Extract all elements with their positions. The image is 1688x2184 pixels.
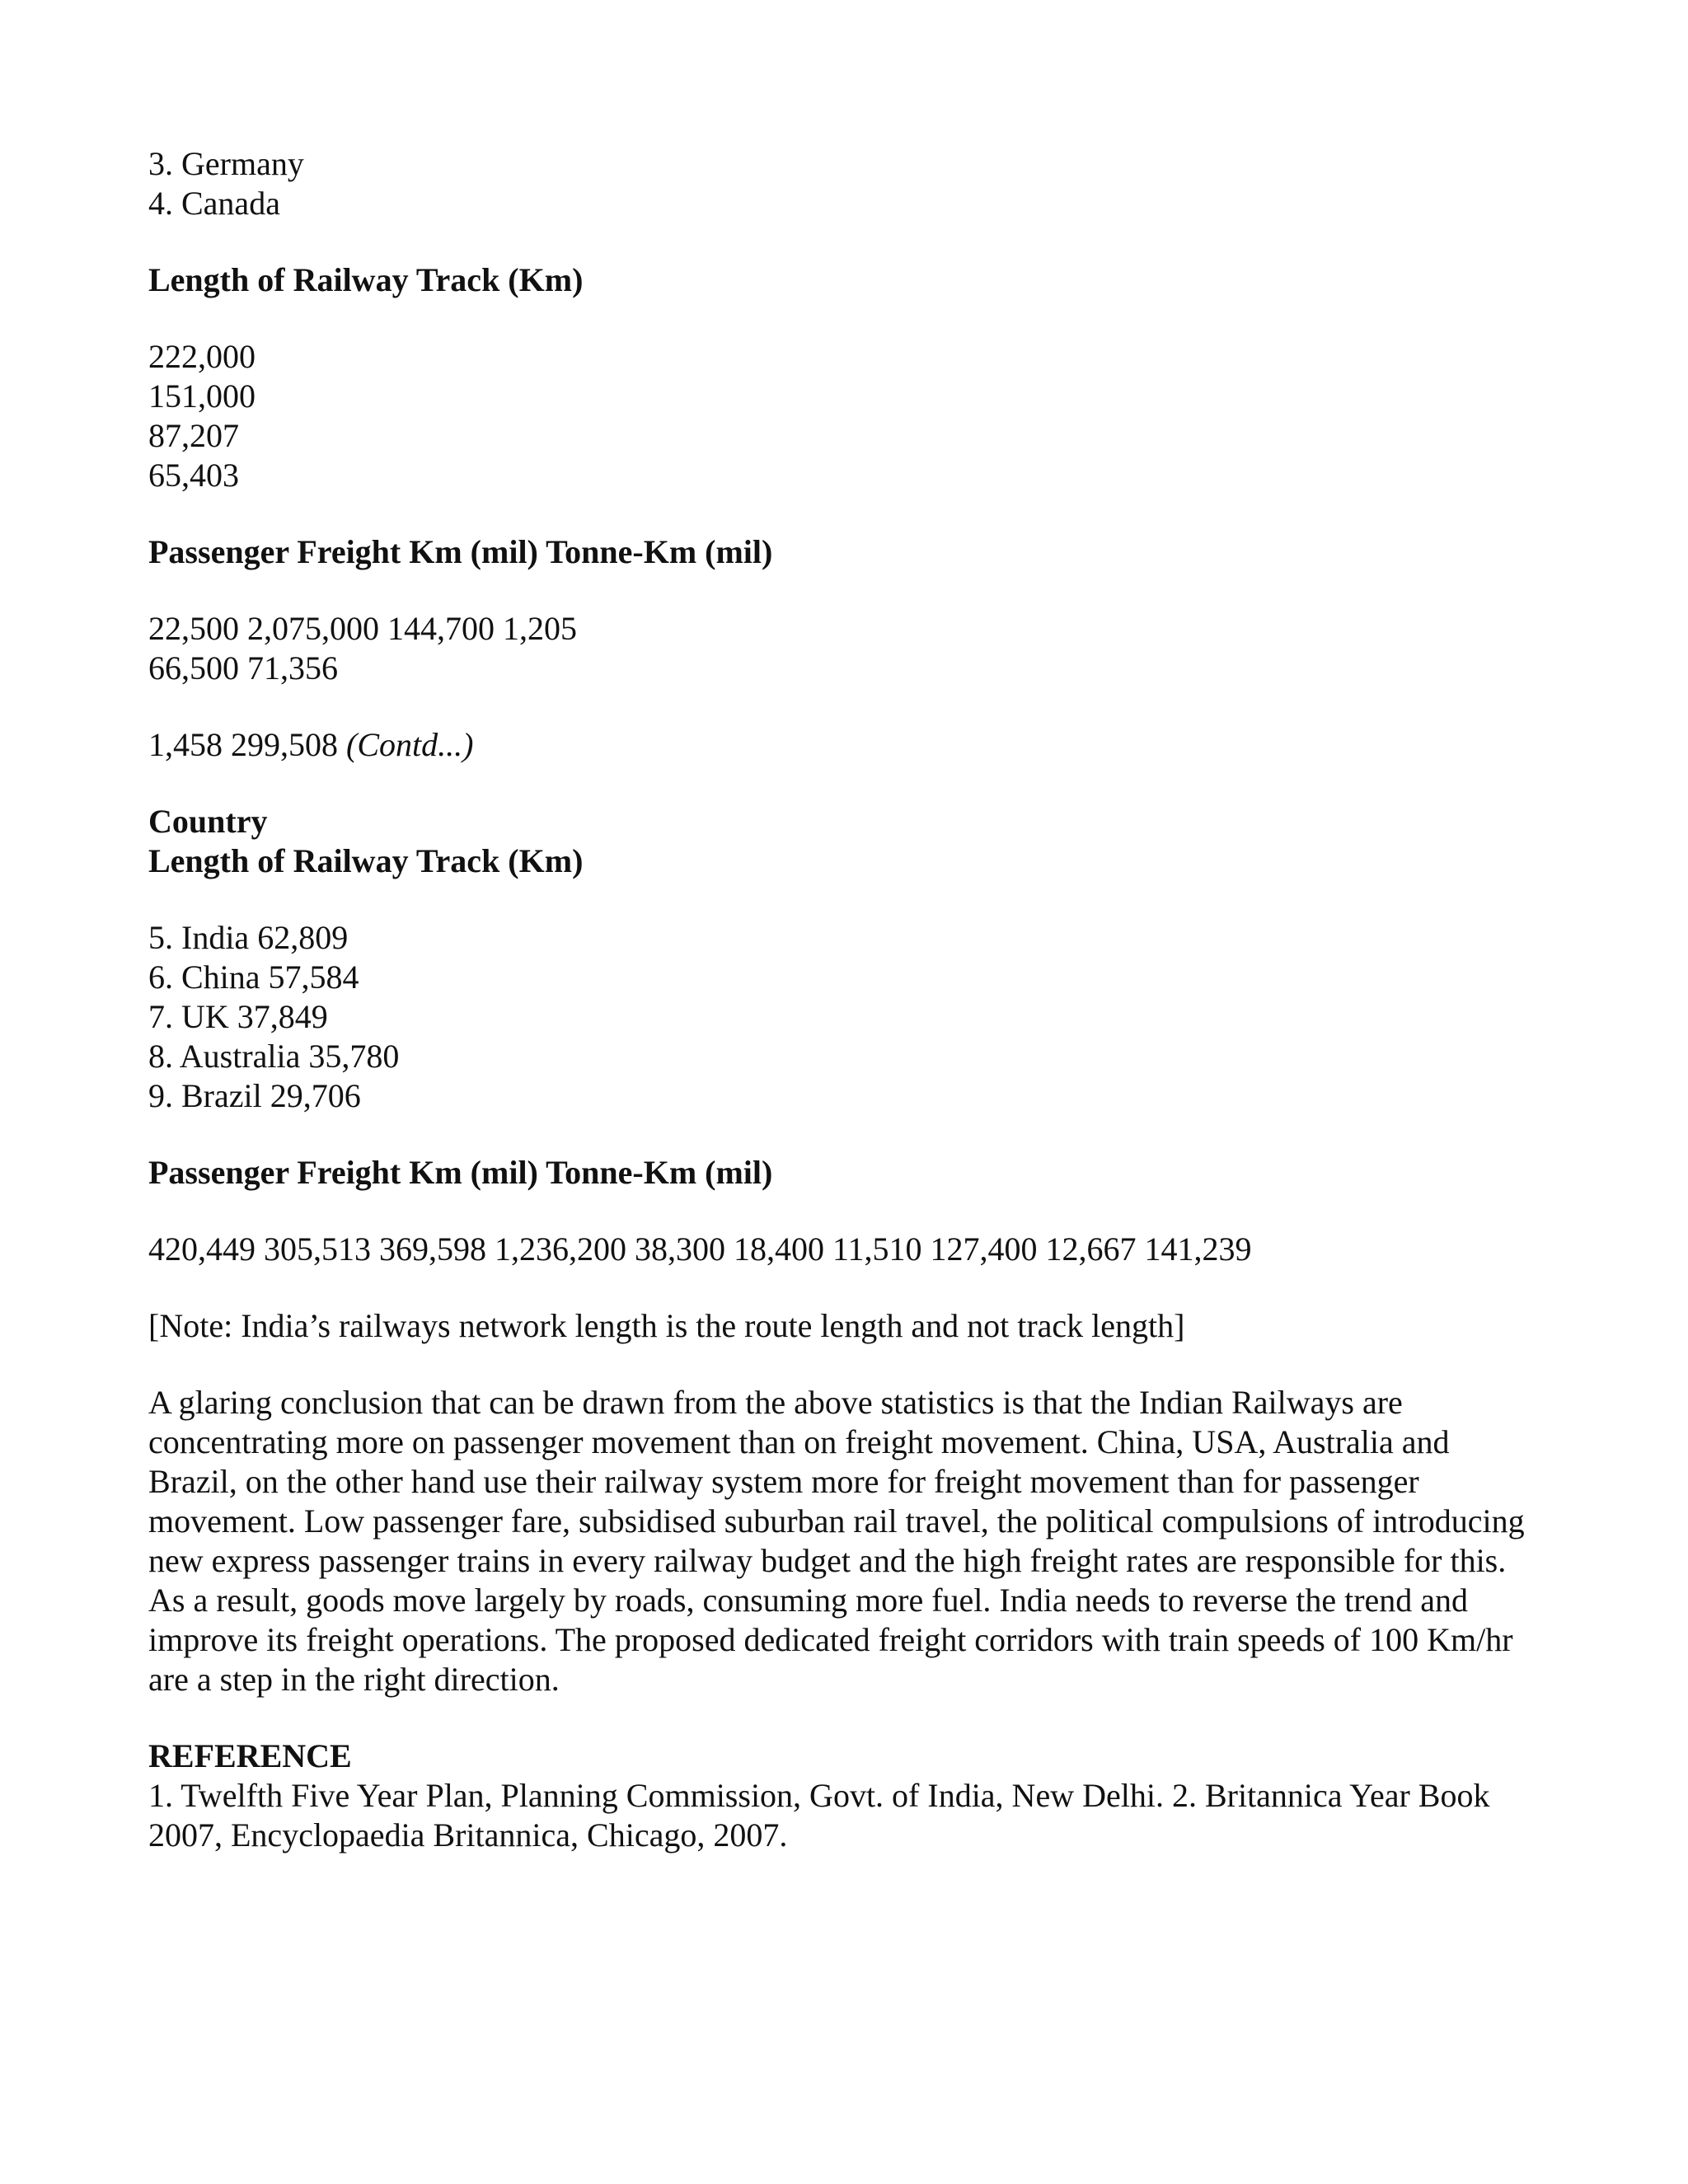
paragraph-line: movement. Low passenger fare, subsidised suburban rail travel, the political compulsions of introducing: [148, 1502, 1525, 1540]
length-value: 87,207: [148, 417, 239, 454]
heading-country: Country: [148, 803, 268, 840]
paragraph-line: As a result, goods move largely by roads, consuming more fuel. India needs to reverse the trend and: [148, 1582, 1469, 1619]
country-row: 6. China 57,584: [148, 958, 359, 996]
country-row: 8. Australia 35,780: [148, 1038, 400, 1075]
passenger-freight-line: [148, 725, 1550, 765]
reference-line: 2007, Encyclopaedia Britannica, Chicago, 2007.: [148, 1816, 788, 1854]
document-page: [148, 144, 1550, 1855]
paragraph-line: improve its freight operations. The proposed dedicated freight corridors with train speeds of 100 Km/hr: [148, 1621, 1513, 1658]
heading-passenger-freight: Passenger Freight Km (mil) Tonne-Km (mil): [148, 533, 773, 570]
country-row: 5. India 62,809: [148, 919, 349, 956]
length-value: 65,403: [148, 457, 239, 494]
reference-line: 1. Twelfth Five Year Plan, Planning Commission, Govt. of India, New Delhi. 2. Britannica Year Book: [148, 1777, 1490, 1814]
heading-passenger-freight: Passenger Freight Km (mil) Tonne-Km (mil): [148, 1154, 773, 1191]
passenger-freight-line: 66,500 71,356: [148, 649, 338, 687]
paragraph-line: new express passenger trains in every railway budget and the high freight rates are responsible for this.: [148, 1542, 1507, 1579]
contd-label: (Contd...): [346, 726, 474, 763]
heading-railway-length: Length of Railway Track (Km): [148, 842, 584, 879]
list-item-canada: 4. Canada: [148, 185, 280, 222]
length-value: 151,000: [148, 377, 256, 415]
passenger-freight-values: 1,458 299,508: [148, 726, 338, 763]
heading-railway-length: Length of Railway Track (Km): [148, 261, 584, 298]
country-row: 9. Brazil 29,706: [148, 1077, 361, 1114]
length-value: 222,000: [148, 338, 256, 375]
paragraph-line: are a step in the right direction.: [148, 1661, 560, 1698]
paragraph-line: A glaring conclusion that can be drawn from the above statistics is that the Indian Railways are: [148, 1384, 1403, 1421]
passenger-freight-line: 420,449 305,513 369,598 1,236,200 38,300 18,400 11,510 127,400 12,667 141,239: [148, 1230, 1252, 1268]
reference-heading: REFERENCE: [148, 1737, 352, 1774]
list-item-germany: 3. Germany: [148, 145, 304, 182]
paragraph-line: concentrating more on passenger movement than on freight movement. China, USA, Australia and: [148, 1423, 1450, 1460]
paragraph-line: Brazil, on the other hand use their railway system more for freight movement than for passenger: [148, 1463, 1419, 1500]
country-row: 7. UK 37,849: [148, 998, 328, 1035]
conclusion-paragraph: [148, 1383, 1550, 1699]
note-text: [Note: India’s railways network length is the route length and not track length]: [148, 1307, 1185, 1344]
passenger-freight-line: 22,500 2,075,000 144,700 1,205: [148, 610, 577, 647]
